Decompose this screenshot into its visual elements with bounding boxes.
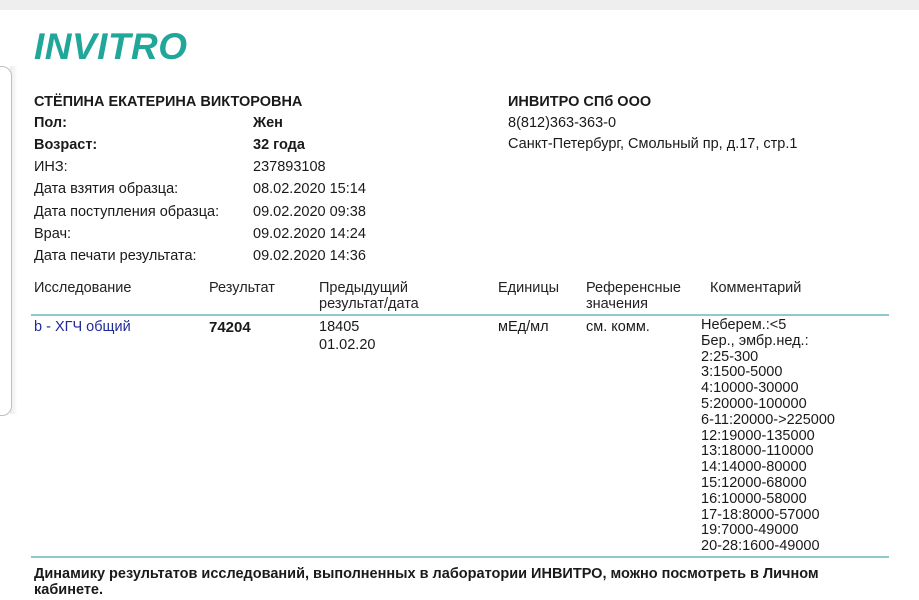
field-value-print-date: 09.02.2020 14:36: [253, 248, 366, 264]
comment-line: Бер., эмбр.нед.:: [701, 332, 809, 349]
footer-note: Динамику результатов исследований, выполненных в лаборатории ИНВИТРО, можно посмотреть в Личном кабинете.: [34, 566, 819, 598]
field-value-inz: 237893108: [253, 159, 326, 175]
table-bottom-divider: [31, 556, 889, 558]
comment-line: 4:10000-30000: [701, 380, 799, 397]
comment-line: 12:19000-135000: [701, 427, 815, 444]
comment-line: 5:20000-100000: [701, 395, 807, 412]
header-divider: [31, 314, 889, 316]
previous-result-value: 18405: [319, 319, 360, 335]
comment-line: 3:1500-5000: [701, 364, 783, 381]
header-comment: Комментарий: [710, 280, 802, 296]
comment-line: 19:7000-49000: [701, 522, 799, 539]
test-comment: [701, 318, 835, 555]
header-reference-line1: Референсные: [586, 280, 681, 296]
test-units: мЕд/мл: [498, 319, 549, 335]
previous-result-date: 01.02.20: [319, 337, 376, 353]
field-label-inz: ИНЗ:: [34, 159, 68, 175]
field-value-doctor: 09.02.2020 14:24: [253, 226, 366, 242]
field-label-sex: Пол:: [34, 115, 67, 131]
header-previous-line2: результат/дата: [319, 296, 419, 312]
test-result: 74204: [209, 319, 251, 336]
lab-address: Санкт-Петербург, Смольный пр, д.17, стр.1: [508, 136, 798, 152]
top-bar: [0, 0, 919, 10]
comment-line: 15:12000-68000: [701, 474, 807, 491]
field-label-sample-taken: Дата взятия образца:: [34, 181, 179, 197]
header-units: Единицы: [498, 280, 560, 296]
comment-line: 20-28:1600-49000: [701, 538, 820, 555]
comment-line: 14:14000-80000: [701, 459, 807, 476]
header-test: Исследование: [34, 280, 132, 296]
comment-line: 13:18000-110000: [701, 443, 814, 460]
field-value-sample-received: 09.02.2020 09:38: [253, 204, 366, 220]
field-label-sample-received: Дата поступления образца:: [34, 204, 220, 220]
comment-line: 16:10000-58000: [701, 490, 807, 507]
comment-line: 6-11:20000->225000: [701, 411, 835, 428]
field-value-sample-taken: 08.02.2020 15:14: [253, 181, 366, 197]
lab-name: ИНВИТРО СПб ООО: [508, 94, 652, 110]
test-reference: см. комм.: [586, 319, 650, 335]
comment-line: 2:25-300: [701, 348, 759, 365]
side-panel-handle[interactable]: [0, 66, 12, 416]
field-label-doctor: Врач:: [34, 226, 72, 242]
field-label-age: Возраст:: [34, 137, 98, 153]
field-label-print-date: Дата печати результата:: [34, 248, 197, 264]
field-value-sex: Жен: [253, 115, 283, 131]
header-result: Результат: [209, 280, 275, 296]
patient-name: СТЁПИНА ЕКАТЕРИНА ВИКТОРОВНА: [34, 94, 303, 110]
header-previous-line1: Предыдущий: [319, 280, 408, 296]
comment-line: Неберем.:<5: [701, 317, 787, 333]
invitro-logo: INVITRO: [34, 26, 188, 67]
header-reference-line2: значения: [586, 296, 648, 312]
test-name: b - ХГЧ общий: [34, 319, 131, 335]
field-value-age: 32 года: [253, 137, 305, 153]
lab-phone: 8(812)363-363-0: [508, 115, 617, 131]
comment-line: 17-18:8000-57000: [701, 506, 820, 523]
